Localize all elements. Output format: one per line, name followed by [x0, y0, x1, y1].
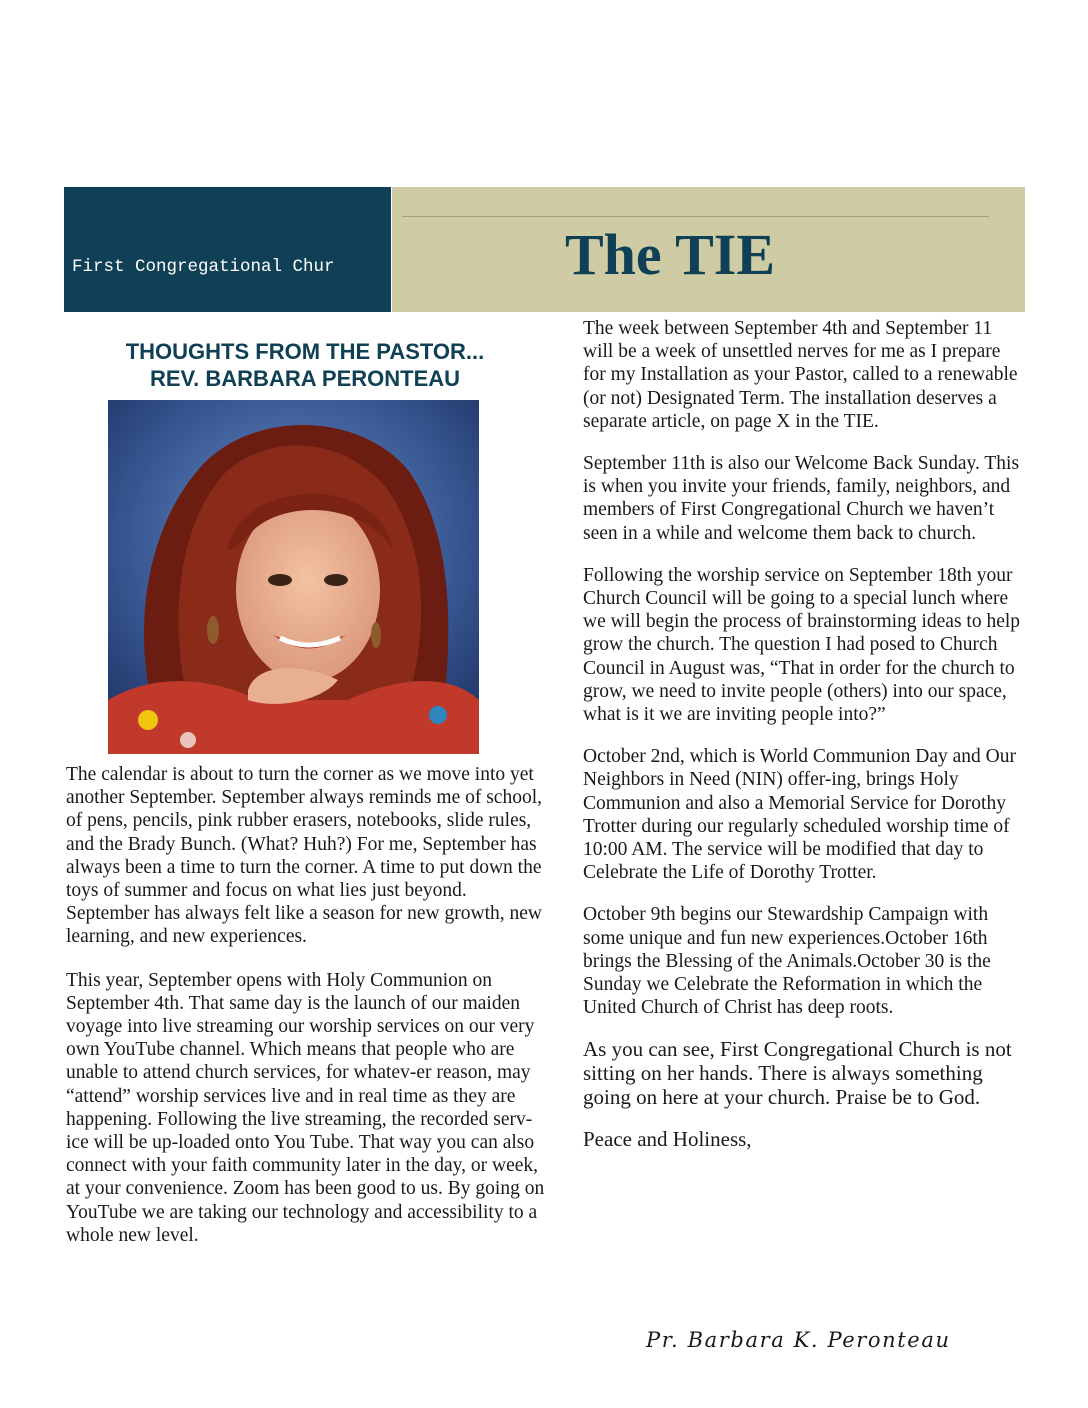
- masthead-info: [72, 219, 391, 312]
- right-paragraph-2: September 11th is also our Welcome Back Sunday. This is when you invite your friends, family, neighbors, and members of First Congregational Church we haven’t seen in a while and welcome them back to church.: [583, 453, 1020, 544]
- right-paragraph-6: As you can see, First Congregational Church is not sitting on her hands. There is always something going on here at your church. Praise be to God.: [583, 1037, 1012, 1109]
- article-heading: [66, 338, 548, 392]
- article-left-column: [66, 763, 548, 1267]
- masthead-rule: [402, 216, 989, 217]
- pastor-photo: [108, 400, 479, 754]
- masthead-title-panel: [392, 187, 1025, 312]
- article-right-column: [583, 317, 1027, 1171]
- church-name-line1: First Congregational Chur: [72, 257, 335, 277]
- newsletter-title: The TIE: [564, 222, 776, 287]
- right-paragraph-4: October 2nd, which is World Communion Day and Our Neighbors in Need (NIN) offer-ing, brings Holy Communion and also a Memorial Service for Dorothy Trotter during our regularly scheduled worship time of 10:00 AM. The service will be modified that day to Celebrate the Life of Dorothy Trotter.: [583, 746, 1016, 884]
- heading-line-1: THOUGHTS FROM THE PASTOR...: [125, 339, 485, 364]
- right-paragraph-5: October 9th begins our Stewardship Campaign with some unique and fun new experiences.October 16th brings the Blessing of the Animals.October 30 is the Sunday we Celebrate the Reformation in which the United Church of Christ has deep roots.: [583, 904, 991, 1019]
- closing-salutation: Peace and Holiness,: [583, 1127, 752, 1152]
- right-paragraph-3: Following the worship service on September 18th your Church Council will be going to a special lunch where we will begin the process of brainstorming ideas to help grow the church. The question I had posed to Church Council in August was, “That in order for the church to grow, we need to invite people (others) into our space, what is it we are inviting people into?”: [583, 564, 1021, 726]
- pastor-signature: Pr. Barbara K. Peronteau: [646, 1328, 951, 1352]
- left-paragraph-2: This year, September opens with Holy Communion on September 4th. That same day is the launch of our maiden voyage into live streaming our worship services on our very own YouTube channel. Which means that people who are unable to attend church services, for whatev-er reason, may “attend” worship services live and in real time as they are happening. Following the live streaming, the recorded serv-ice will be up-loaded onto You Tube. That way you can also connect with your faith community later in the day, or week, at your convenience. Zoom has been good to us. By going on YouTube we are taking our technology and accessibility to a whole new level.: [66, 969, 545, 1246]
- masthead-info-panel: [64, 187, 391, 312]
- left-paragraph-1: The calendar is about to turn the corner as we move into yet another September. September always reminds me of school, of pens, pencils, pink rubber erasers, notebooks, slide rules, and the Brady Bunch. (What? Huh?) For me, September has always been a time to turn the corner. A time to put down the toys of summer and focus on what lies just beyond. September has always felt like a season for new growth, new learning, and new experiences.: [66, 764, 542, 948]
- right-paragraph-1: The week between September 4th and September 11 will be a week of unsettled nerves for me as I prepare for my Installation as your Pastor, called to a renewable (or not) Designated Term. The installation deserves a separate article, on page X in the TIE.: [583, 318, 1018, 432]
- pastor-portrait-image: [108, 400, 479, 754]
- heading-line-2: REV. BARBARA PERONTEAU: [149, 366, 461, 391]
